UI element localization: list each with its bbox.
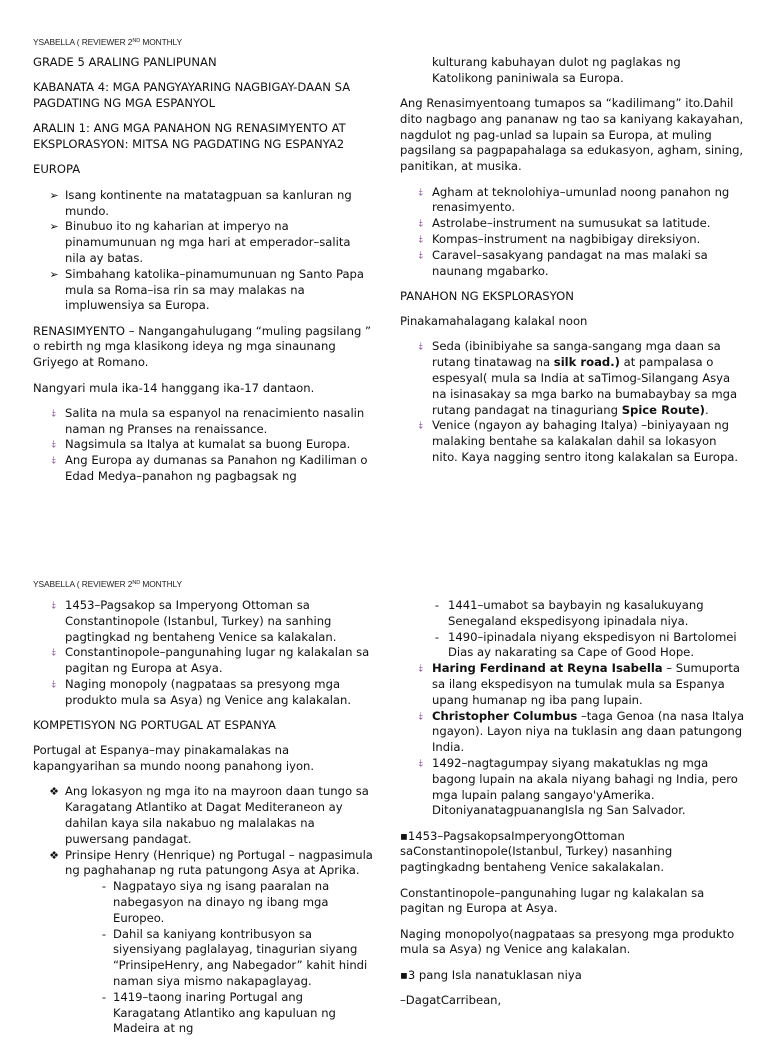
dagat-paragraph: –DagatCarribean, xyxy=(400,993,502,1008)
expedition-list xyxy=(400,598,745,661)
arrow-down-bullet-icon: ⤈ xyxy=(418,233,424,245)
grade-heading: GRADE 5 ARALING PANLIPUNAN xyxy=(33,55,217,69)
list-item: ⤈ Caravel–sasakyang pandagat na mas malaki sa naunang mgabarko. xyxy=(400,248,745,280)
arrow-down-bullet-icon: ⤈ xyxy=(418,710,424,722)
left-column xyxy=(33,598,373,1047)
list-item: ⤈ Haring Ferdinand at Reyna Isabella – Sumuporta sa ilang ekspedisyon na tumulak mula sa Espanya upang humanap ng iba pang lupain. xyxy=(400,661,745,708)
page-1 xyxy=(0,0,768,512)
arrow-bullet-icon: ➢ xyxy=(49,267,59,281)
dash-bullet-icon: - xyxy=(434,598,440,612)
list-item: ➢ Simbahang katolika–pinamumunuan ng Santo Papa mula sa Roma–isa rin sa may malakas na impluwensiya sa Europa. xyxy=(33,267,373,314)
arrow-down-bullet-icon: ⤈ xyxy=(418,420,424,432)
monopolyo-paragraph: Naging monopolyo(nagpataas sa presyong mga produkto mula sa Asya) ng Venice ang kalakalan. xyxy=(400,926,735,957)
page-header: YSABELLA ( REVIEWER 2ND MONTHLY xyxy=(33,37,182,47)
dash-bullet-icon: - xyxy=(101,879,107,894)
renasimyento-definition: RENASIMYENTO – Nangangahulugang “muling pagsilang ” o rebirth ng mga klasikong ideya ng mga sinaunang Griyego at Romano. xyxy=(33,323,372,370)
arrow-bullet-icon: ➢ xyxy=(49,220,59,234)
arrow-down-bullet-icon: ⤈ xyxy=(418,249,424,261)
arrow-down-bullet-icon: ⤈ xyxy=(51,439,57,451)
list-item: ⤈ Naging monopoly (nagpataas sa presyong mga produkto mula sa Asya) ng Venice ang kalakalan. xyxy=(33,677,373,709)
explorers-list xyxy=(400,661,745,819)
aralin-heading: ARALIN 1: ANG MGA PANAHON NG RENASIMYENTO AT EKSPLORASYON: MITSA NG PAGDATING NG ESPANYA2 xyxy=(33,121,346,152)
dash-bullet-icon: - xyxy=(434,629,440,644)
ottoman-list xyxy=(33,598,373,709)
list-item: - Nagpatayo siya ng isang paaralan na nabegasyon na dinayo ng ibang mga Europeo. xyxy=(65,879,373,926)
nangyari-text: Nangyari mula ika-14 hanggang ika-17 dantaon. xyxy=(33,380,315,395)
isla-paragraph: ▪3 pang Isla nanatuklasan niya xyxy=(400,967,582,982)
arrow-down-bullet-icon: ⤈ xyxy=(51,678,57,690)
list-item: - 1419–taong inaring Portugal ang Karagatang Atlantiko ang kapuluan ng Madeira at ng xyxy=(65,990,373,1037)
list-item: ⤈ 1453–Pagsakop sa Imperyong Ottoman sa Constantinopole (Istanbul, Turkey) na sanhing pagtingkad ng bentaheng Venice sa kalakalan. xyxy=(33,598,373,645)
left-column xyxy=(33,55,373,494)
list-item: ⤈ Nagsimula sa Italya at kumalat sa buong Europa. xyxy=(33,437,373,453)
constantinopole-paragraph: Constantinopole–pangunahing lugar ng kalakalan sa pagitan ng Europa at Asya. xyxy=(400,885,705,916)
list-item: ⤈ Constantinopole–pangunahing lugar ng kalakalan sa pagitan ng Europa at Asya. xyxy=(33,645,373,677)
europa-heading: EUROPA xyxy=(33,162,81,177)
continued-text: kulturang kabuhayan dulot ng paglakas ng Katolikong paniniwala sa Europa. xyxy=(432,55,681,85)
henry-sublist xyxy=(65,879,373,1037)
panahon-heading: PANAHON NG EKSPLORASYON xyxy=(400,288,574,303)
diamond-bullet-icon: ❖ xyxy=(49,785,59,799)
dash-bullet-icon: - xyxy=(101,926,107,941)
diamond-bullet-icon: ❖ xyxy=(49,848,59,862)
portugal-text: Portugal at Espanya–may pinakamalakas na kapangyarihan sa mundo noong panahong iyon. xyxy=(33,743,315,774)
renasimyento-paragraph: Ang Renasimyentoang tumapos sa “kadilimang” ito.Dahil dito nagbago ang pananaw ng tao sa kaniyang kakayahan, nagdulot ng pag-unlad sa lupain sa Europa, at muling pagsilang sa pagpapahalaga sa edukasyon, agham, sining, panitikan, at musika. xyxy=(400,96,744,174)
dash-bullet-icon: - xyxy=(101,989,107,1004)
arrow-down-bullet-icon: ⤈ xyxy=(51,455,57,467)
list-item: ⤈ Astrolabe–instrument na sumusukat sa latitude. xyxy=(400,216,745,232)
arrow-bullet-icon: ➢ xyxy=(49,188,59,202)
arrow-down-bullet-icon: ⤈ xyxy=(418,218,424,230)
list-item: - 1441–umabot sa baybayin ng kasalukuyang Senegaland ekspedisyong ipinadala niya. xyxy=(400,598,745,630)
arrow-down-bullet-icon: ⤈ xyxy=(418,757,424,769)
list-item: ➢ Binubuo ito ng kaharian at imperyo na pinamumunuan ng mga hari at emperador–salita nila ay batas. xyxy=(33,219,373,266)
right-column xyxy=(400,598,745,1018)
list-item: ⤈ Ang Europa ay dumanas sa Panahon ng Kadiliman o Edad Medya–panahon ng pagbagsak ng xyxy=(33,453,373,485)
list-item: ❖ Ang lokasyon ng mga ito na mayroon daan tungo sa Karagatang Atlantiko at Dagat Mediteraneon ay dahilan kaya sila nakabuo ng malalakas na puwersang pandagat. xyxy=(33,784,373,847)
list-item: - Dahil sa kaniyang kontribusyon sa siyensiyang paglalayag, tinagurian siyang “PrinsipeHenry, ang Nabegador” kahit hindi naman siya mismo nakapaglayag. xyxy=(65,927,373,990)
list-item: ⤈ Christopher Columbus –taga Genoa (na nasa Italya ngayon). Layon niya na tuklasin ang daan patungong India. xyxy=(400,709,745,756)
list-item: ➢ Isang kontinente na matatagpuan sa kanluran ng mundo. xyxy=(33,188,373,220)
arrow-down-bullet-icon: ⤈ xyxy=(51,647,57,659)
europa-list xyxy=(33,188,373,314)
kompetisyon-heading: KOMPETISYON NG PORTUGAL AT ESPANYA xyxy=(33,718,276,733)
kalakal-list xyxy=(400,339,745,465)
portugal-list xyxy=(33,784,373,1037)
page-header: YSABELLA ( REVIEWER 2ND MONTHLY xyxy=(33,579,182,589)
arrow-down-bullet-icon: ⤈ xyxy=(51,600,57,611)
agham-list xyxy=(400,185,745,280)
list-item: - 1490–ipinadala niyang ekspedisyon ni Bartolomei Dias ay nakarating sa Cape of Good Hope. xyxy=(400,630,745,662)
nangyari-list xyxy=(33,406,373,485)
list-item: ❖ Prinsipe Henry (Henrique) ng Portugal – nagpasimula ng paghahanap ng ruta patungong Asya at Aprika. - Nagpatayo siya ng isang paaralan na nabegasyon na dinayo ng ibang mga Europeo. - Dahil sa kaniyang kontribusyon sa siyensiyang paglalayag, tinagurian siyang “PrinsipeHenry, ang Nabegador” kahit hindi naman siya mismo nakapaglayag. - 1419–taong inaring Portugal ang Karagatang Atlantiko ang kapuluan ng Madeira at ng xyxy=(33,848,373,1038)
list-item: ⤈ 1492–nagtagumpay siyang makatuklas ng mga bagong lupain na akala niyang bahagi ng India, pero mga lupain palang sangayo'yAmerika. DitoniyanatagpuanangIsla ng San Salvador. xyxy=(400,756,745,819)
list-item: ⤈ Agham at teknolohiya–umunlad noong panahon ng renasimyento. xyxy=(400,185,745,217)
arrow-down-bullet-icon: ⤈ xyxy=(418,341,424,353)
list-item: ⤈ Venice (ngayon ay bahaging Italya) –biniyayaan ng malaking bentahe sa kalakalan dahil sa lokasyon nito. Kaya nagging sentro itong kalakalan sa Europa. xyxy=(400,418,745,465)
kalakal-text: Pinakamahalagang kalakal noon xyxy=(400,314,588,329)
list-item: ⤈ Kompas–instrument na nagbibigay direksiyon. xyxy=(400,232,745,248)
page-2 xyxy=(0,568,768,1036)
ottoman-paragraph: ▪1453–PagsakopsaImperyongOttoman saConstantinopole(Istanbul, Turkey) nasanhing pagtingkadng bentaheng Venice sakalakalan. xyxy=(400,828,673,875)
kabanata-heading: KABANATA 4: MGA PANGYAYARING NAGBIGAY-DAAN SA PAGDATING NG MGA ESPANYOL xyxy=(33,80,351,111)
arrow-down-bullet-icon: ⤈ xyxy=(418,186,424,198)
list-item: ⤈ Salita na mula sa espanyol na renacimiento nasalin naman ng Pranses na renaissance. xyxy=(33,406,373,438)
arrow-down-bullet-icon: ⤈ xyxy=(51,407,57,419)
arrow-down-bullet-icon: ⤈ xyxy=(418,663,424,675)
list-item: ⤈ Seda (ibinibiyahe sa sanga-sangang mga daan sa rutang tinatawag na silk road.) at pampalasa o espesyal( mula sa India at saTimog-Silangang Asya na isinasakay sa mga barko na bumabaybay sa mga rutang pandagat na tinaguriang Spice Route). xyxy=(400,339,745,418)
right-column xyxy=(400,55,745,475)
